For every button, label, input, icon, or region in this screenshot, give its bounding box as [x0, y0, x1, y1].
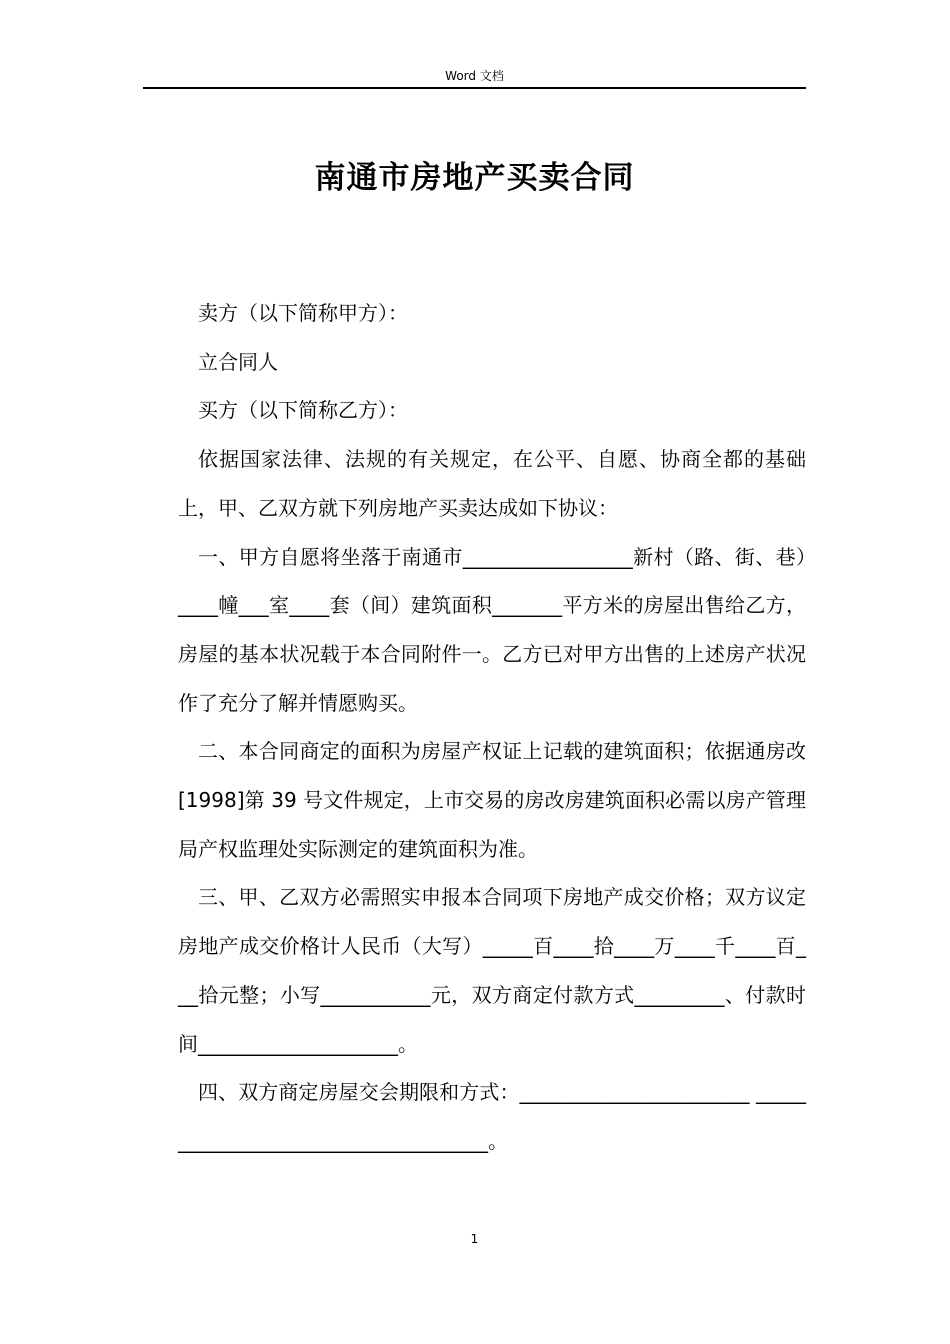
- paragraph-clause-3: 三、甲、乙双方必需照实申报本合同项下房地产成交价格；双方议定房地产成交价格计人民币（大写）_____百____拾____万____千____百___拾元整；小写___________元，双方商定付款方式_________、付款时间____________________。: [178, 885, 806, 1056]
- paragraph-seller: 卖方（以下简称甲方）：: [198, 301, 408, 325]
- paragraph-clause-2: 二、本合同商定的面积为房屋产权证上记载的建筑面积；依据通房改[1998]第 39 号文件规定，上市交易的房改房建筑面积必需以房产管理局产权监理处实际测定的建筑面积为准。: [178, 739, 806, 861]
- document-body: [178, 289, 806, 1166]
- page-header: Word 文档: [445, 69, 504, 83]
- paragraph-contract-party: 立合同人: [198, 349, 278, 374]
- paragraph-buyer: 买方（以下简称乙方）：: [198, 398, 408, 423]
- paragraph-preamble: 依据国家法律、法规的有关规定，在公平、自愿、协商全都的基础上，甲、乙双方就下列房地产买卖达成如下协议：: [178, 447, 806, 520]
- header-rule: [143, 87, 806, 89]
- document-title: 南通市房地产买卖合同: [314, 160, 635, 196]
- page-number: 1: [470, 1232, 479, 1246]
- paragraph-clause-1: 一、甲方自愿将坐落于南通市_________________新村（路、街、巷）____幢___室____套（间）建筑面积_______平方米的房屋出售给乙方，房屋的基本状况载于本合同附件一。乙方已对甲方出售的上述房产状况作了充分了解并情愿购买。: [178, 544, 806, 715]
- paragraph-clause-4: 四、双方商定房屋交会期限和方式：_______________________ ____________________________________。: [178, 1080, 806, 1153]
